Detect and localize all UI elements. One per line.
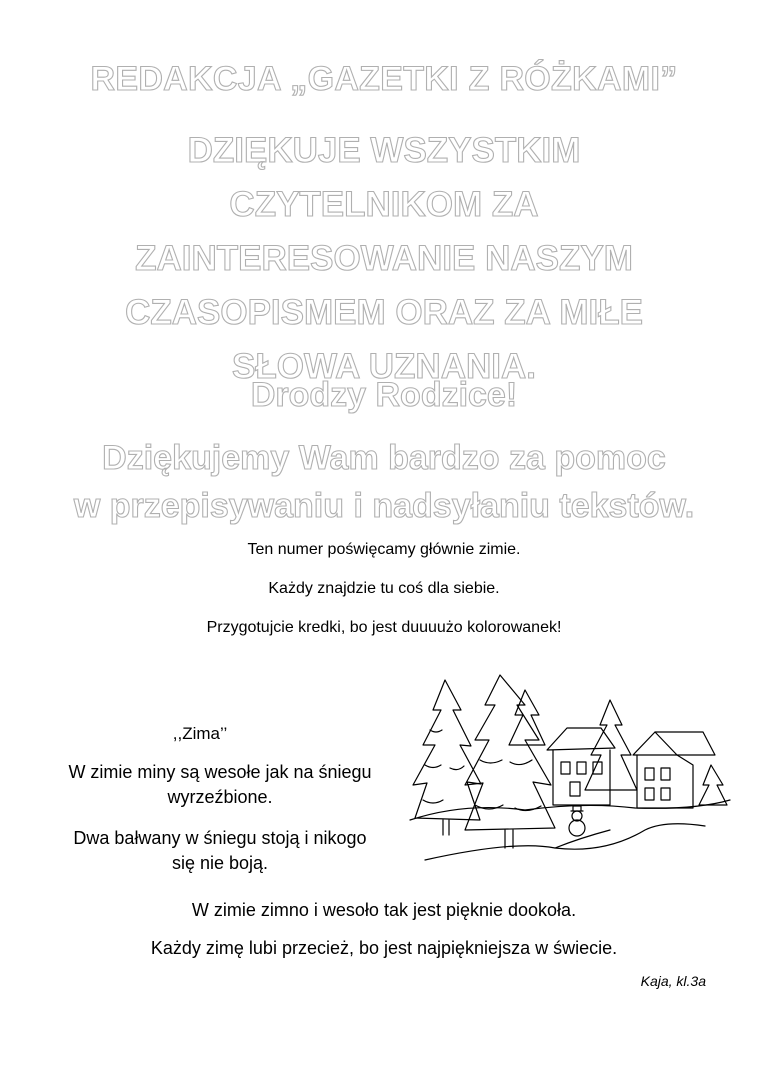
poem-title: ,,Zima’’	[172, 724, 228, 743]
thanks-line: CZASOPISMEM ORAZ ZA MIŁE	[125, 293, 643, 332]
poem-stanza-2	[30, 826, 410, 876]
thanks-line: DZIĘKUJE WSZYSTKIM	[187, 131, 581, 170]
intro-line-1: Ten numer poświęcamy głównie zimie.	[247, 541, 521, 558]
intro-line-3: Przygotujcie kredki, bo jest duuuużo kolorowanek!	[206, 619, 562, 636]
parents-greeting: Drodzy Rodzice!	[250, 376, 518, 414]
poem-line: się nie boją.	[171, 853, 269, 873]
intro-line-2: Każdy znajdzie tu coś dla siebie.	[268, 580, 500, 597]
help-thanks	[0, 434, 768, 530]
poem-line: Dwa bałwany w śniegu stoją i nikogo	[73, 828, 367, 848]
poem-line: W zimie miny są wesołe jak na śniegu	[68, 762, 372, 782]
thanks-line: SŁOWA UZNANIA.	[232, 347, 536, 386]
winter-village-illustration	[405, 670, 735, 870]
newsletter-title: REDAKCJA „GAZETKI Z RÓŻKAMI”	[90, 60, 678, 98]
poem-stanza-1	[30, 760, 410, 810]
poem-line-4: Każdy zimę lubi przecież, bo jest najpiękniejsza w świecie.	[150, 938, 618, 958]
poem-author: Kaja, kl.3a	[640, 973, 706, 989]
help-line: w przepisywaniu i nadsyłaniu tekstów.	[73, 487, 695, 525]
thanks-message	[0, 124, 768, 394]
poem-line: wyrzeźbione.	[167, 787, 273, 807]
thanks-line: CZYTELNIKOM ZA	[229, 185, 539, 224]
poem-line-3: W zimie zimno i wesoło tak jest pięknie dookoła.	[191, 900, 577, 920]
help-line: Dziękujemy Wam bardzo za pomoc	[102, 439, 666, 477]
thanks-line: ZAINTERESOWANIE NASZYM	[135, 239, 633, 278]
